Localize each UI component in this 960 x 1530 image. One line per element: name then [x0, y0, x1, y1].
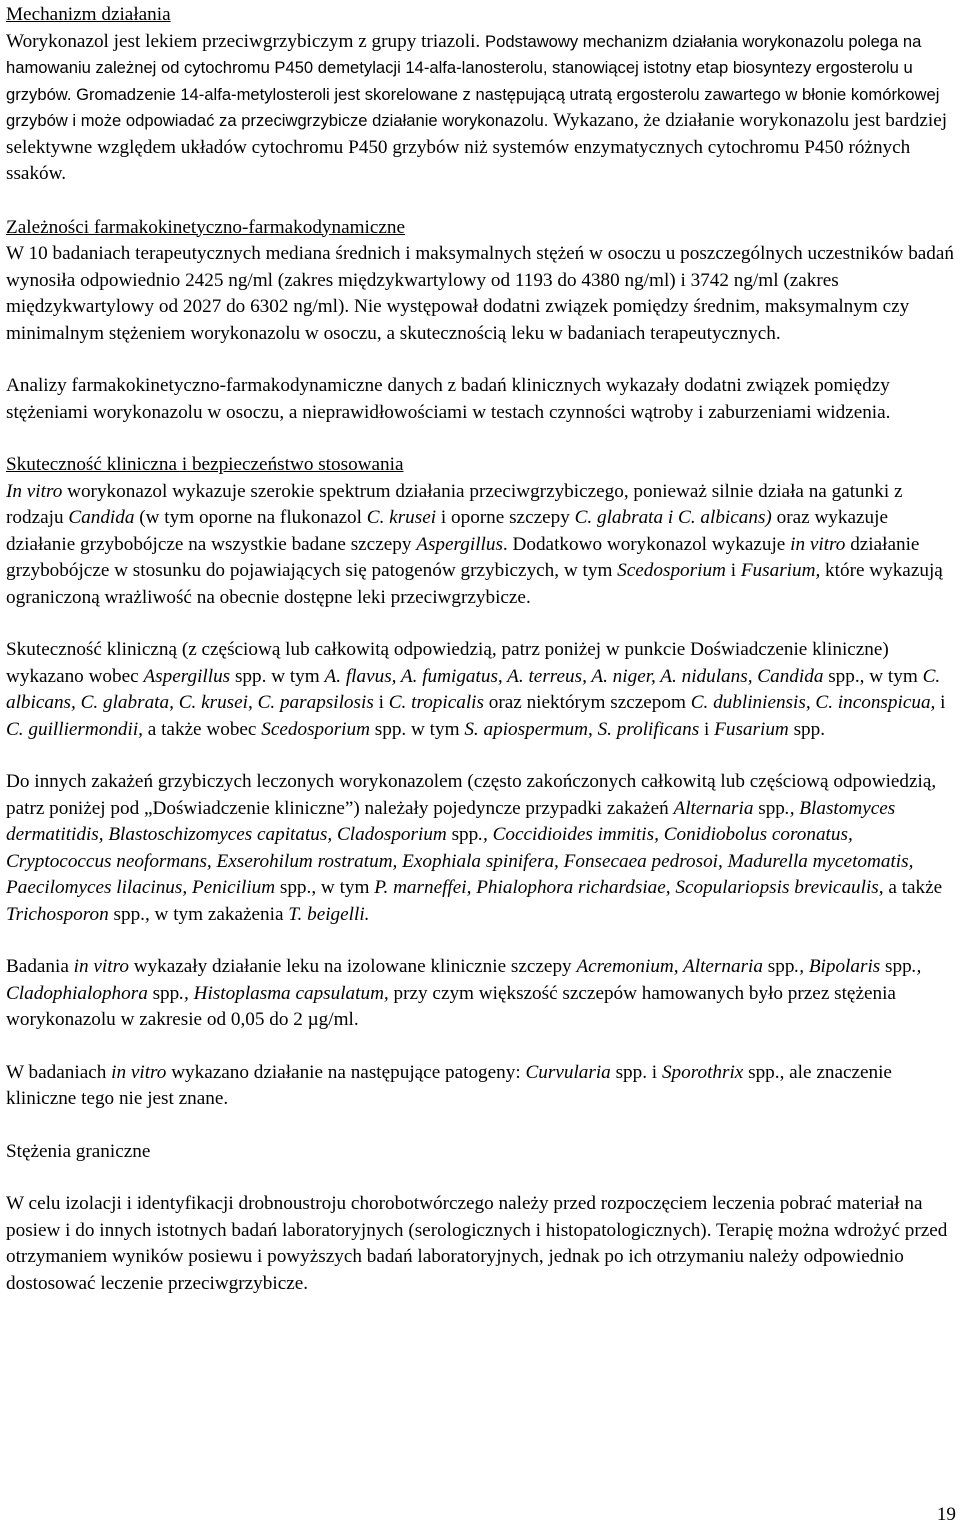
section-heading-pk-pd: Zależności farmakokinetyczno-farmakodynamiczne — [6, 216, 406, 238]
text-run: wykazały działanie leku na izolowane klinicznie szczepy — [128, 956, 577, 977]
text-run: Fusarium, — [740, 560, 821, 581]
text-run: Analizy farmakokinetyczno-farmakodynamiczne danych z badań klinicznych wykazały dodatni związek pomiędzy stężeniami worykonazolu w osoczu, a nieprawidłowościami w testach czynności wątroby i zaburzeniami widzenia. — [6, 375, 891, 423]
text-run: P. marneffei, Phialophora richardsiae, Scopulariopsis brevicaulis, — [374, 877, 884, 898]
text-run: worykonazol wykazuje szerokie spektrum działania przeciwgrzybiczego, ponieważ silnie działa na gatunki z rodzaju — [6, 480, 903, 528]
text-run: Wykazano, że działanie worykonazolu jest bardziej selektywne względem układów cytochromu P450 grzybów niż systemów enzymatycznych cytochromu P450 różnych ssaków. — [6, 110, 948, 184]
text-run: C. tropicalis — [388, 692, 484, 713]
text-run: spp. w tym — [369, 718, 465, 740]
text-run: przy czym większość szczepów hamowanych było przez stężenia worykonazolu w zakresie od 0,05 do 2 µg/ml. — [6, 982, 896, 1030]
text-run: Aspergillus — [416, 533, 503, 555]
paragraph-pk-pd-concentrations — [6, 241, 956, 347]
text-run: A. flavus, A. fumigatus, A. terreus, A. niger, A. nidulans, Candida — [324, 665, 824, 687]
paragraph-other-pathogens — [6, 1060, 956, 1113]
paragraph-pk-pd-analysis — [6, 373, 956, 426]
page-number: 19 — [936, 1504, 956, 1525]
text-run: C. dubliniensis, C. inconspicua, — [690, 692, 936, 713]
text-run: ., Coccidioides immitis, Conidiobolus coronatus, Cryptococcus neoformans, Exserohilum rostratum, Exophiala spinifera, Fonsecaea pedrosoi, Madurella mycetomatis, Paecilomyces lilacinus, Penicilium — [6, 824, 914, 898]
paragraph-in-vitro-spectrum — [6, 479, 956, 612]
paragraph-diagnostics — [6, 1191, 956, 1297]
text-run: C. krusei — [366, 507, 437, 528]
text-run: Do innych zakażeń grzybiczych leczonych worykonazolem (często zakończonych całkowitą lub częściową odpowiedzią, patrz poniżej pod „Doświadczenie kliniczne”) należały pojedyncze przypadki zakażeń — [6, 771, 937, 819]
text-run: spp — [762, 956, 795, 977]
text-run: spp — [446, 824, 479, 845]
text-run: C. albicans, C. glabrata, C. krusei, C. parapsilosis — [6, 665, 941, 713]
text-run: Trichosporon — [6, 903, 109, 925]
paragraph-clinical-efficacy — [6, 637, 956, 743]
text-run: W celu izolacji i identyfikacji drobnoustroju chorobotwórczego należy przed rozpoczęciem leczenia pobrać materiał na posiew i do innych istotnych badań laboratoryjnych (serologicznych i histopatologicznych). Terapię można wdrożyć przed otrzymaniem wyników posiewu i powyższych badań laboratoryjnych, jednak po ich otrzymaniu należy odpowiednio dostosować leczenie przeciwgrzybicze. — [6, 1193, 948, 1294]
text-run: spp. i — [610, 1061, 662, 1083]
text-run: spp. w tym — [230, 665, 325, 687]
text-run: działanie grzybobójcze w stosunku do pojawiających się patogenów grzybiczych, w tym — [6, 533, 920, 581]
text-run: Skuteczność kliniczną (z częściową lub całkowitą odpowiedzią, patrz poniżej w punkcie Doświadczenie kliniczne) wykazano wobec — [6, 639, 889, 687]
text-run: . Dodatkowo worykonazol wykazuje — [502, 533, 791, 555]
text-run: T. beigelli. — [288, 903, 370, 925]
text-run: spp., w tym — [275, 877, 375, 898]
text-run: Badania — [6, 956, 74, 977]
text-run: wykazano działanie na następujące patogeny: — [166, 1061, 526, 1083]
text-run: oraz niektórym szczepom — [483, 692, 691, 713]
text-run: C. guilliermondii, — [6, 718, 143, 740]
text-run: i — [373, 692, 389, 713]
text-run: i — [699, 718, 715, 740]
text-run: Aspergillus — [143, 665, 231, 687]
text-run: Worykonazol jest lekiem przeciwgrzybiczym z grupy triazoli. — [6, 30, 486, 52]
text-run: spp. — [788, 718, 826, 740]
text-run: i — [725, 560, 741, 581]
text-run: Scedosporium — [617, 560, 726, 581]
text-run: oraz wykazuje działanie grzybobójcze na wszystkie badane szczepy — [6, 507, 888, 555]
document-page — [6, 0, 956, 1297]
text-run: spp — [753, 797, 785, 819]
text-run: które wykazują ograniczoną wrażliwość na obecnie dostępne leki przeciwgrzybicze. — [6, 560, 943, 608]
text-run: Scedosporium — [261, 718, 370, 740]
text-run: S. apiospermum, S. prolificans — [464, 718, 700, 740]
text-run: in vitro — [73, 956, 129, 977]
text-run: Stężenia graniczne — [6, 1140, 151, 1162]
text-run: In vitro — [6, 480, 63, 502]
text-run: spp., w tym zakażenia — [108, 903, 289, 925]
text-run: (w tym oporne na flukonazol — [134, 507, 367, 528]
text-run: spp., ale znaczenie kliniczne tego nie jest znane. — [6, 1061, 892, 1109]
text-run: a także — [883, 877, 943, 898]
text-run: i — [935, 692, 946, 713]
text-run: spp — [880, 956, 912, 977]
paragraph-in-vitro-isolates — [6, 954, 956, 1034]
text-run: ., Bipolaris — [794, 956, 881, 977]
text-run: Fusarium — [714, 718, 789, 740]
paragraph-mechanism — [6, 29, 956, 188]
paragraph-other-infections — [6, 769, 956, 928]
text-run: ., Blastomyces dermatitidis, Blastoschizomyces capitatus, Cladosporium — [6, 797, 896, 845]
text-run: spp — [147, 982, 180, 1004]
text-run: Alternaria — [673, 797, 754, 819]
section-heading-mechanism: Mechanizm działania — [6, 4, 171, 25]
text-run: Candida — [68, 507, 135, 528]
text-run: spp., w tym — [823, 665, 923, 687]
text-run: in vitro — [111, 1061, 167, 1083]
text-run: Curvularia — [525, 1061, 611, 1083]
text-run: Sporothrix — [661, 1061, 744, 1083]
text-run: C. glabrata i C. albicans) — [574, 507, 772, 528]
text-run: ., Histoplasma capsulatum, — [179, 982, 389, 1004]
text-run: Acremonium, Alternaria — [576, 956, 763, 977]
text-run: i oporne szczepy — [436, 507, 575, 528]
text-run: a także wobec — [142, 718, 262, 740]
section-heading-efficacy: Skuteczność kliniczna i bezpieczeństwo stosowania — [6, 454, 404, 475]
text-run: W 10 badaniach terapeutycznych mediana średnich i maksymalnych stężeń w osoczu u poszczególnych uczestników badań wynosiła odpowiednio 2425 ng/ml (zakres międzykwartylowy od 1193 do 4380 ng/ml) i 3742 ng/ml (zakres międzykwartylowy od 2027 do 6302 ng/ml). Nie występował dodatni związek pomiędzy średnim, maksymalnym czy minimalnym stężeniem worykonazolu w osoczu, a skutecznością leku w badaniach terapeutycznych. — [6, 243, 955, 344]
text-run: in vitro — [790, 533, 846, 555]
text-run: W badaniach — [6, 1061, 112, 1083]
text-run: Podstawowy mechanizm działania worykonazolu polega na hamowaniu zależnej od cytochromu P450 demetylacji 14-alfa-lanosterolu, stanowiącej istotny etap biosyntezy ergosterolu u grzybów. Gromadzenie 14-alfa-metylosteroli jest skorelowane z następującą utratą ergosterolu zawartego w błonie komórkowej grzybów i może odpowiadać za przeciwgrzybicze działanie worykonazolu. — [6, 31, 940, 130]
subheading-breakpoints — [6, 1139, 956, 1166]
text-run: ., Cladophialophora — [6, 956, 922, 1004]
